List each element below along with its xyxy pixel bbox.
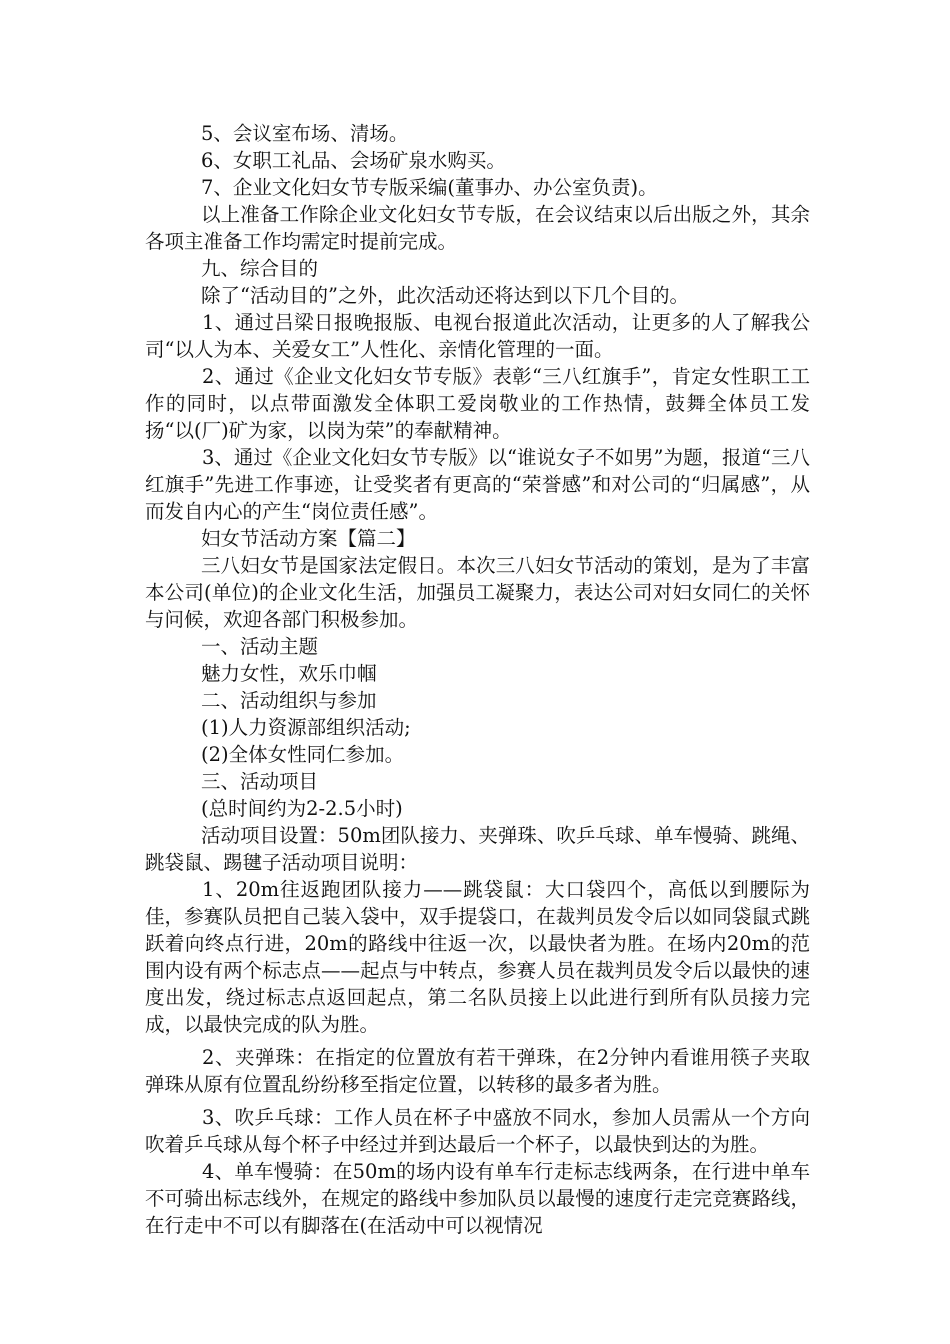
list-item: 2、夹弹珠：在指定的位置放有若干弹珠，在2分钟内看谁用筷子夹取弹珠从原有位置乱纷纷移至指定位置，以转移的最多者为胜。	[145, 1046, 810, 1096]
list-item: 3、吹乒乓球：工作人员在杯子中盛放不同水，参加人员需从一个方向吹着乒乓球从每个杯子中经过并到达最后一个杯子，以最快到达的为胜。	[145, 1106, 810, 1156]
document-page	[145, 120, 810, 1239]
list-item: (1)人力资源部组织活动;	[201, 716, 411, 739]
paragraph: 三八妇女节是国家法定假日。本次三八妇女节活动的策划，是为了丰富本公司(单位)的企业文化生活，加强员工凝聚力，表达公司对妇女同仁的关怀与问候，欢迎各部门积极参加。	[145, 554, 810, 631]
list-item: 1、通过吕梁日报晚报版、电视台报道此次活动，让更多的人了解我公司“以人为本、关爱女工”人性化、亲情化管理的一面。	[145, 311, 810, 361]
paragraph: (总时间约为2-2.5小时)	[201, 797, 403, 820]
list-item: (2)全体女性同仁参加。	[201, 743, 405, 766]
document-title: 妇女节活动方案【篇二】	[201, 527, 416, 550]
list-item: 3、通过《企业文化妇女节专版》以“谁说女子不如男”为题，报道“三八红旗手”先进工作事迹，让受奖者有更高的“荣誉感”和对公司的“归属感”，从而发自内心的产生“岗位责任感”。	[145, 446, 810, 523]
paragraph: 以上准备工作除企业文化妇女节专版，在会议结束以后出版之外，其余各项主准备工作均需定时提前完成。	[145, 203, 810, 253]
section-heading: 一、活动主题	[201, 635, 319, 658]
list-item: 6、女职工礼品、会场矿泉水购买。	[201, 149, 506, 172]
paragraph: 魅力女性，欢乐巾帼	[201, 662, 377, 685]
section-heading: 三、活动项目	[201, 770, 319, 793]
list-item: 7、企业文化妇女节专版采编(董事办、办公室负责)。	[201, 176, 658, 199]
list-item: 4、单车慢骑：在50m的场内设有单车行走标志线两条，在行进中单车不可骑出标志线外，在规定的路线中参加队员以最慢的速度行走完竞赛路线，在行走中不可以有脚落在(在活动中可以视情况	[145, 1160, 810, 1237]
list-item: 2、通过《企业文化妇女节专版》表彰“三八红旗手”，肯定女性职工工作的同时，以点带面激发全体职工爱岗敬业的工作热情，鼓舞全体员工发扬“以(厂)矿为家，以岗为荣”的奉献精神。	[145, 365, 810, 442]
list-item: 5、会议室布场、清场。	[201, 122, 409, 145]
list-item: 1、20m往返跑团队接力——跳袋鼠：大口袋四个，高低以到腰际为佳，参赛队员把自己装入袋中，双手提袋口，在裁判员发令后以如同袋鼠式跳跃着向终点行进，20m的路线中往返一次，以最快者为胜。在场内20m的范围内设有两个标志点——起点与中转点，参赛人员在裁判员发令后以最快的速度出发，绕过标志点返回起点，第二名队员接上以此进行到所有队员接力完成，以最快完成的队为胜。	[145, 878, 810, 1036]
section-heading: 九、综合目的	[201, 257, 319, 280]
section-heading: 二、活动组织与参加	[201, 689, 377, 712]
paragraph: 除了“活动目的”之外，此次活动还将达到以下几个目的。	[201, 284, 689, 307]
paragraph: 活动项目设置：50m团队接力、夹弹珠、吹乒乓球、单车慢骑、跳绳、跳袋鼠、踢毽子活动项目说明：	[145, 824, 810, 874]
